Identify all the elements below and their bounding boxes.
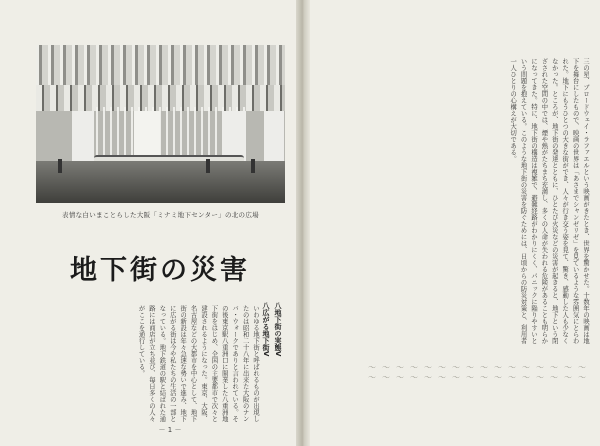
underground-plaza-photo <box>36 45 285 203</box>
photo-person <box>206 159 210 173</box>
page-title: 地下街の災害 <box>70 255 250 286</box>
photo-caption: 表情な白いまことらした大阪「ミナミ地下センター」の北の広場 <box>62 211 259 219</box>
decorative-border: 〜〜〜〜〜〜〜〜〜〜〜〜〜〜〜〜 <box>368 363 592 372</box>
subheading-1: 八地下街の実態V <box>274 302 282 357</box>
book-gutter <box>296 0 310 446</box>
left-page <box>0 0 298 446</box>
photo-ceiling <box>36 45 285 85</box>
subheading-2: 八広がる地下街V <box>262 302 270 357</box>
right-body-text: 三の星、ブロードウェイ・ラファエルという映画がきたとき、世界を驚かせた。十数年の映画は地下を舞台にしたもので、映画の世界は「あさまでシャンゼリゼ」を見ているような雰囲気にとらわれた。地下にもうひとつの大きな街ができ、人々が行き交う姿を見て、驚き、感動した人も少なくなかった。ところが、地下街の発達とともに、ひとたび火災などの災害が起きると、地下という閉ざされた空間の中では、煙や熱がたちまち充満し、多くの人命が失われる危険があることも明らかになってきた。特に、地下街の構造は複雑で、避難経路がわかりにくく、パニックに陥りやすいという問題を抱えている。このような地下街の災害を防ぐためには、日頃からの防災対策と、利用者一人ひとりの心構えが大切である。 <box>509 58 589 344</box>
left-body-text: いわゆる地下街と呼ばれるものが出現したのは昭和二十八年に出来た大阪のナンバ・ウォークでありと言われている。その後東京駅八重洲口に開業した八重洲地下街をはじめ、全国の主要都市で次々と建設されるようになった。東京、大阪、名古屋などの大都市を中心として、地下街の新設は年々急速な勢いで進み、地下に広がる街は今や私たちの生活の一部となっている。地下鉄道の駅と結ばれた通路には商店が立ち並び、毎日多くの人々がここを通行している。 <box>137 305 259 422</box>
page-number: － 1 － <box>158 426 182 434</box>
right-page <box>310 0 600 446</box>
photo-floor <box>36 161 285 203</box>
photo-person <box>251 159 255 173</box>
photo-person <box>58 159 62 173</box>
decorative-border: 〜〜〜〜〜〜〜〜〜〜〜〜〜〜〜〜 <box>368 373 592 382</box>
